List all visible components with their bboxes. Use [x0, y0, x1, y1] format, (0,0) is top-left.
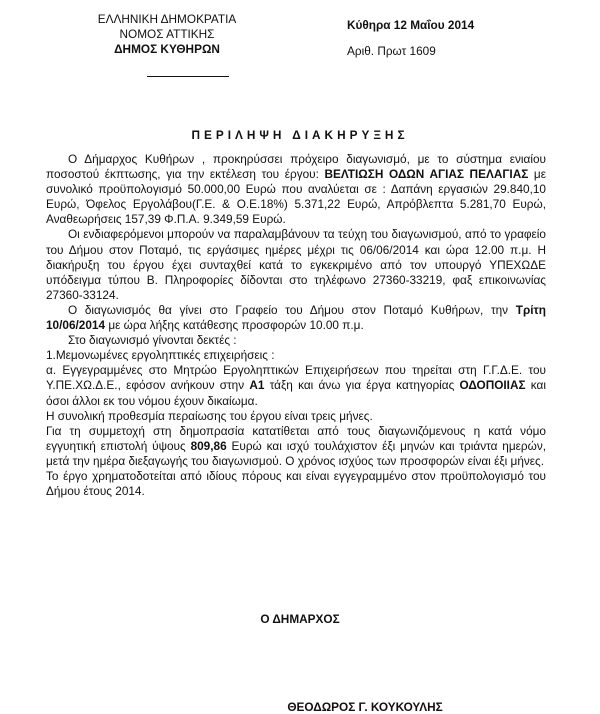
- auction-date: Τρίτη 10/06/2014: [46, 302, 546, 333]
- issuer-municipality: ΔΗΜΟΣ ΚΥΘΗΡΩΝ: [114, 42, 220, 56]
- place-date: Κύθηρα 12 Μαΐου 2014: [347, 18, 475, 32]
- signature-title: Ο ΔΗΜΑΡΧΟΣ: [260, 612, 340, 626]
- signer-name: ΘΕΟΔΩΡΟΣ Γ. ΚΟΥΚΟΥΛΗΣ: [287, 700, 443, 714]
- protocol-number: Αριθ. Πρωτ 1609: [347, 44, 436, 58]
- guarantee-amount: 809,86: [190, 438, 227, 453]
- project-name: ΒΕΛΤΙΩΣΗ ΟΔΩΝ ΑΓΙΑΣ ΠΕΛΑΓΙΑΣ: [324, 167, 529, 182]
- issuer-prefecture: ΝΟΜΟΣ ΑΤΤΙΚΗΣ: [119, 27, 215, 41]
- paragraph-date: Ο διαγωνισμός θα γίνει στο Γραφείο του Δήμου στον Ποταμό Κυθήρων, την Τρίτη 10/06/2014 με ώρα λήξης κατάθεσης προσφορών 10.00 π.μ.: [46, 302, 546, 333]
- class-a1: Α1: [249, 378, 265, 393]
- paragraph-registered: α. Εγγεγραμμένες στο Μητρώο Εργοληπτικών Επιχειρήσεων που τηρείται στη Γ.Γ.Δ.Ε. του Υ.ΠΕ.ΧΩ.Δ.Ε., εφόσον ανήκουν στην Α1 τάξη και άνω για έργα κατηγορίας ΟΔΟΠΟΙΙΑΣ και όσοι άλλοι εκ του νόμου έχουν δικαίωμα.: [46, 363, 546, 408]
- paragraph-accepted: Στο διαγωνισμό γίνονται δεκτές :: [68, 333, 237, 348]
- paragraph-companies: 1.Μεμονωμένες εργοληπτικές επιχειρήσεις :: [46, 348, 275, 363]
- paragraph-documents: Οι ενδιαφερόμενοι μπορούν να παραλαμβάνουν τα τεύχη του διαγωνισμού, από το γραφείο του Δήμου στον Ποταμό, τις εργάσιμες ημέρες μέχρι τις 06/06/2014 και ώρα 12.00 π.μ. Η διακήρυξη του έργου έχει συνταχθεί κατά το εγκεκριμένο από τον υπουργό ΥΠΕΧΩΔΕ υπόδειγμα τύπου Β. Πληροφορίες δίδονται στο τηλέφωνο 27360-33219, φαξ επικοινωνίας 27360-33124.: [46, 227, 546, 302]
- issuer-country: ΕΛΛΗΝΙΚΗ ΔΗΜΟΚΡΑΤΙΑ: [97, 12, 237, 26]
- paragraph-project: Ο Δήμαρχος Κυθήρων , προκηρύσσει πρόχειρο διαγωνισμό, με το σύστημα ενιαίου ποσοστού έκπτωσης, για την εκτέλεση του έργου: ΒΕΛΤΙΩΣΗ ΟΔΩΝ ΑΓΙΑΣ ΠΕΛΑΓΙΑΣ με συνολικό προϋπολογισμό 50.000,00 Ευρώ που αναλύεται σε : Δαπάνη εργασιών 29.840,10 Ευρώ, Όφελος Εργολάβου(Γ.Ε. & Ο.Ε.18%) 5.371,22 Ευρώ, Απρόβλεπτα 5.281,70 Ευρώ, Αναθεωρήσεις 157,39 Φ.Π.Α. 9.349,59 Ευρώ.: [46, 152, 546, 227]
- paragraph-guarantee: Για τη συμμετοχή στη δημοπρασία κατατίθεται από τους διαγωνιζόμενους η κατά νόμο εγγυητική επιστολή ύψους 809,86 Ευρώ και ισχύ τουλάχιστον έξι μηνών και τριάντα ημερών, μετά την ημέρα διεξαγωγής του διαγωνισμού. Ο χρόνος ισχύος των προσφορών είναι έξι μήνες.: [46, 423, 546, 468]
- paragraph-funding: Το έργο χρηματοδοτείται από ιδίους πόρους και είναι εγγεγραμμένο στον προϋπολογισμό του Δήμου έτους 2014.: [46, 468, 546, 499]
- blank-signature-line: [147, 76, 229, 77]
- category-road: ΟΔΟΠΟΙΙΑΣ: [459, 378, 526, 393]
- document-body: [46, 146, 546, 499]
- document-title: ΠΕΡΙΛΗΨΗ ΔΙΑΚΗΡΥΞΗΣ: [191, 128, 409, 142]
- paragraph-deadline: Η συνολική προθεσμία περαίωσης του έργου είναι τρεις μήνες.: [46, 408, 373, 423]
- issuer-block: [62, 12, 272, 57]
- reference-block: [347, 12, 474, 64]
